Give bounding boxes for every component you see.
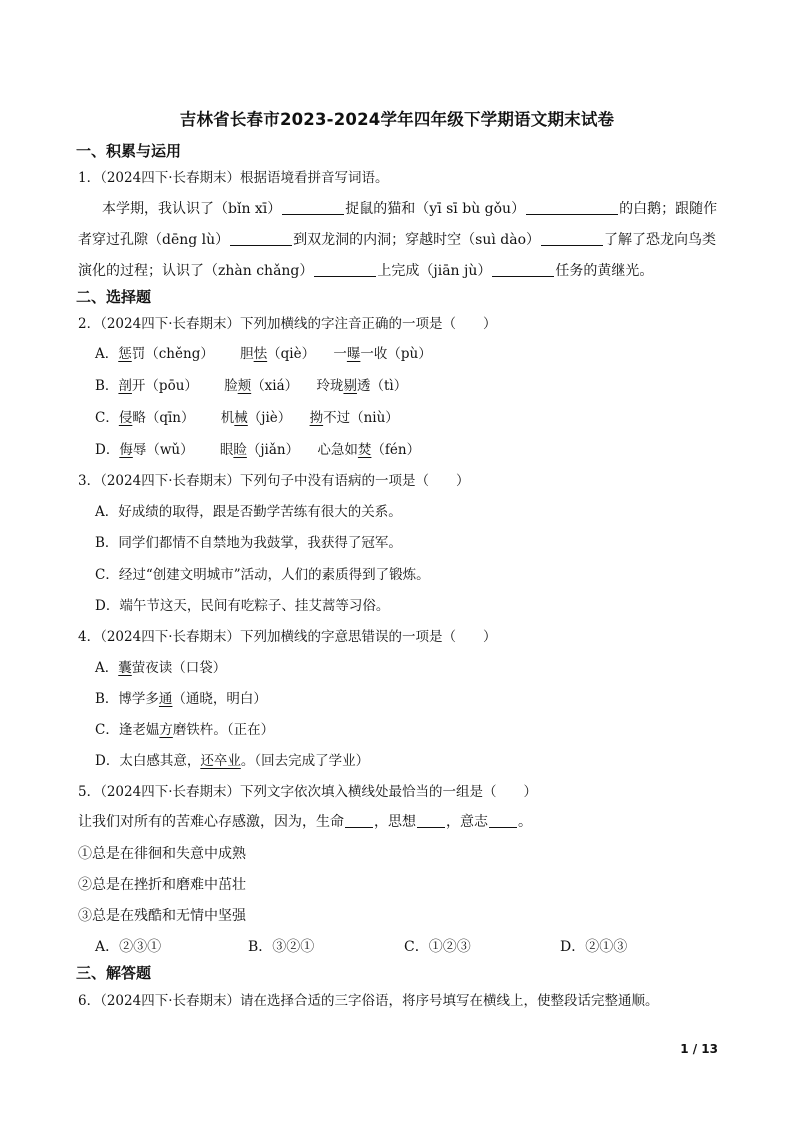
- text: 心急如: [317, 442, 358, 458]
- question-5-item-2: ②总是在挫折和磨难中茁壮: [78, 877, 246, 893]
- underlined-char: 侮: [119, 442, 133, 458]
- text: 演化的过程；认识了（zhàn chǎng）: [78, 263, 314, 279]
- text: 到双龙洞的内洞；穿越时空（suì dào）: [293, 232, 541, 248]
- question-1-line-2: [78, 229, 716, 249]
- underlined-char: 颊: [237, 378, 252, 394]
- option-letter: A．: [95, 346, 119, 362]
- text: ，意志: [446, 814, 488, 830]
- text: 一收（pù）: [360, 346, 432, 362]
- question-1-line-3: [78, 260, 653, 280]
- underlined-char: 囊: [118, 660, 132, 676]
- question-5-item-3: ③总是在残酷和无情中坚强: [78, 908, 246, 924]
- text: 玲珑: [316, 378, 344, 394]
- question-4-head: 4．（2024四下·长春期末）下列加横线的字意思错误的一项是（ ）: [78, 629, 497, 645]
- text: 的白鹅；跟随作: [619, 201, 718, 217]
- question-2-option-b[interactable]: [95, 374, 407, 394]
- text: 。: [518, 814, 532, 830]
- answer-blank[interactable]: [541, 230, 603, 246]
- text: 略（qīn）: [132, 410, 195, 426]
- answer-blank[interactable]: [314, 261, 376, 277]
- text: 罚（chěng）: [131, 346, 214, 362]
- question-3-option-d[interactable]: D．端午节这天，民间有吃粽子、挂艾蒿等习俗。: [95, 598, 390, 614]
- text: 磨铁杵。（正在）: [172, 722, 275, 738]
- page-number: 1 / 13: [680, 1042, 718, 1056]
- question-1-line-1: [102, 198, 717, 218]
- text: 本学期，我认识了（bǐn xī）: [102, 201, 282, 217]
- option-letter: C．: [95, 410, 119, 426]
- text: 上完成（jiān jù）: [377, 263, 492, 279]
- question-3-option-c[interactable]: C．经过“创建文明城市”活动，人们的素质得到了锻炼。: [95, 567, 430, 583]
- exam-title: 吉林省长春市2023-2024学年四年级下学期语文期末试卷: [179, 110, 615, 129]
- question-2-option-c[interactable]: [95, 406, 399, 426]
- underlined-char: 怯: [253, 346, 268, 362]
- option-letter: A．: [95, 660, 119, 676]
- section-heading-2: 二、选择题: [76, 288, 152, 306]
- text: 了解了恐龙向鸟类: [604, 232, 717, 248]
- question-3-option-b[interactable]: B．同学们都情不自禁地为我鼓掌，我获得了冠军。: [95, 535, 402, 551]
- text: 开（pōu）: [131, 378, 198, 394]
- underlined-char: 惩: [118, 346, 132, 362]
- question-4-option-a[interactable]: [95, 656, 226, 676]
- answer-blank[interactable]: [492, 261, 554, 277]
- question-3-option-a[interactable]: A．好成绩的取得，跟是否勤学苦练有很大的关系。: [95, 504, 402, 520]
- text: ，思想: [374, 814, 416, 830]
- text: 捉鼠的猫和（yī sī bù gǒu）: [345, 201, 526, 217]
- answer-blank[interactable]: [526, 199, 618, 215]
- text: 不过（niù）: [323, 410, 399, 426]
- answer-blank[interactable]: [417, 812, 445, 828]
- question-5-stem: [78, 811, 532, 831]
- question-5-option-d[interactable]: D．②①③: [560, 939, 628, 955]
- question-5-option-c[interactable]: C．①②③: [404, 939, 471, 955]
- text: （xiá）: [251, 378, 299, 394]
- text: 让我们对所有的苦难心存感激，因为，生命: [78, 814, 344, 830]
- underlined-char: 睑: [233, 442, 247, 458]
- answer-blank[interactable]: [230, 230, 292, 246]
- text: 机: [220, 410, 235, 426]
- question-5-head: 5．（2024四下·长春期末）下列文字依次填入横线处最恰当的一组是（ ）: [78, 784, 537, 800]
- answer-blank[interactable]: [489, 812, 517, 828]
- question-4-option-d[interactable]: [95, 749, 369, 769]
- question-2-head: 2．（2024四下·长春期末）下列加横线的字注音正确的一项是（ ）: [78, 316, 497, 332]
- underlined-char: 曝: [346, 346, 361, 362]
- question-3-head: 3．（2024四下·长春期末）下列句子中没有语病的一项是（ ）: [78, 473, 470, 489]
- text: 眼: [219, 442, 234, 458]
- underlined-char: 械: [234, 410, 248, 426]
- question-5-option-a[interactable]: A．②③①: [95, 939, 162, 955]
- question-1-head: 1．（2024四下·长春期末）根据语境看拼音写词语。: [78, 170, 389, 186]
- question-2-option-d[interactable]: [95, 438, 420, 458]
- text: 萤夜读（口袋）: [131, 660, 227, 676]
- text: 脸: [224, 378, 238, 394]
- underlined-char: 拗: [309, 410, 324, 426]
- text: 透: [356, 378, 371, 394]
- text: （通晓，明白）: [172, 691, 267, 707]
- text: 。（回去完成了学业）: [240, 753, 370, 769]
- question-6-head: 6．（2024四下·长春期末）请在选择合适的三字俗语，将序号填写在横线上，使整段话完整通顺。: [78, 993, 659, 1009]
- question-4-option-c[interactable]: [95, 718, 274, 738]
- option-letter: D．: [95, 442, 120, 458]
- underlined-char: 剖: [118, 378, 132, 394]
- underlined-char: 方: [159, 722, 173, 738]
- question-2-option-a[interactable]: [95, 342, 432, 362]
- question-4-option-b[interactable]: [95, 687, 267, 707]
- text: （fén）: [371, 442, 421, 458]
- underlined-char: 焚: [357, 442, 372, 458]
- answer-blank[interactable]: [282, 199, 344, 215]
- text: 一: [333, 346, 347, 362]
- answer-blank[interactable]: [345, 812, 373, 828]
- option-letter: B．: [95, 378, 119, 394]
- text: 任务的黄继光。: [555, 263, 654, 279]
- underlined-char: 通: [158, 691, 173, 707]
- text: （jiè）: [247, 410, 292, 426]
- text: （jiǎn）: [246, 442, 300, 458]
- text: B．博学多: [95, 691, 159, 707]
- question-5-item-1: ①总是在徘徊和失意中成熟: [78, 846, 246, 862]
- section-heading-1: 一、积累与运用: [76, 142, 182, 160]
- question-5-option-b[interactable]: B．③②①: [248, 939, 315, 955]
- underlined-char: 侵: [118, 410, 133, 426]
- text: D．太白感其意，: [95, 753, 201, 769]
- text: 辱（wǔ）: [132, 442, 194, 458]
- text: 胆: [240, 346, 254, 362]
- underlined-char: 剔: [343, 378, 357, 394]
- text: 者穿过孔隙（dēng lù）: [78, 232, 230, 248]
- text: （qiè）: [267, 346, 316, 362]
- underlined-char: 还卒业: [200, 753, 241, 769]
- text: （tì）: [370, 378, 408, 394]
- section-heading-3: 三、解答题: [76, 964, 152, 982]
- text: C．逢老媪: [95, 722, 160, 738]
